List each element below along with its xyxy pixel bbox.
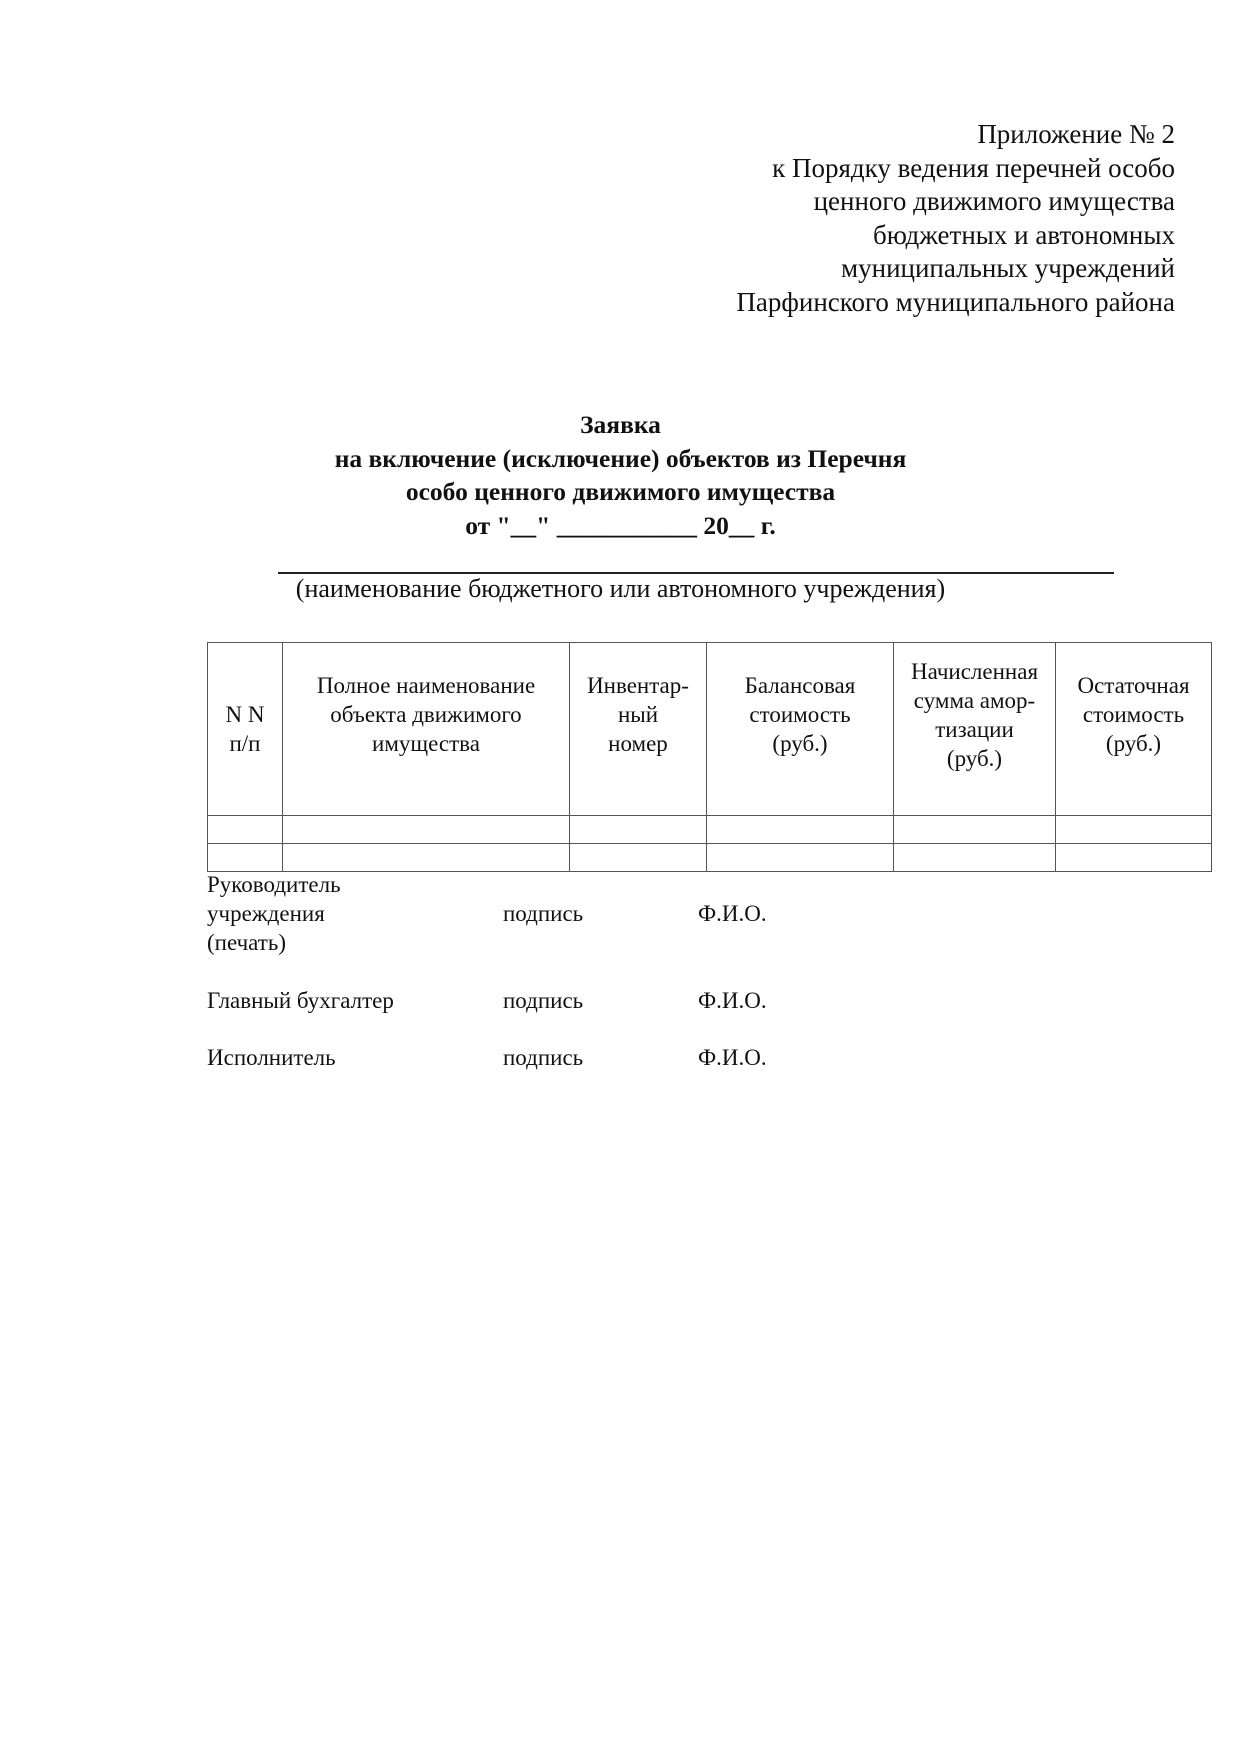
header-book-value: Балансовая стоимость (руб.) — [707, 643, 894, 816]
signature-role: Исполнитель — [207, 1045, 336, 1070]
title-line: на включение (исключение) объектов из Перечня — [334, 443, 907, 473]
appendix-line: бюджетных и автономных — [872, 219, 1175, 250]
table-cell[interactable] — [283, 844, 570, 872]
table-cell[interactable] — [894, 816, 1056, 844]
table-cell[interactable] — [1056, 844, 1212, 872]
appendix-line: муниципальных учреждений — [841, 253, 1175, 283]
table-row — [208, 816, 1212, 844]
document-title — [0, 408, 1241, 542]
table-cell[interactable] — [283, 816, 570, 844]
signature-field-label: подпись — [503, 988, 584, 1013]
signature-field-label: подпись — [503, 1045, 584, 1070]
table-cell[interactable] — [707, 844, 894, 872]
signature-role: Главный бухгалтер — [207, 988, 394, 1013]
title-date-line: от "__" ___________ 20__ г. — [465, 510, 776, 540]
institution-name-caption: (наименование бюджетного или автономного учреждения) — [295, 574, 946, 603]
header-residual-value: Остаточная стоимость (руб.) — [1056, 643, 1212, 816]
table-cell[interactable] — [208, 816, 283, 844]
table-cell[interactable] — [208, 844, 283, 872]
signature-role: Руководитель учреждения (печать) — [207, 872, 341, 955]
appendix-line: Приложение № 2 — [977, 119, 1175, 149]
table-cell[interactable] — [1056, 816, 1212, 844]
header-row-number: N N п/п — [208, 643, 283, 816]
table-header-row — [208, 643, 1212, 816]
header-object-name: Полное наименование объекта движимого имущества — [283, 643, 570, 816]
full-name-field-label: Ф.И.О. — [698, 1045, 767, 1070]
appendix-line: ценного движимого имущества — [813, 186, 1175, 216]
table-cell[interactable] — [570, 844, 707, 872]
full-name-field-label: Ф.И.О. — [698, 901, 767, 926]
header-depreciation: Начисленная сумма амор- тизации (руб.) — [894, 643, 1056, 816]
appendix-line: Парфинского муниципального района — [736, 286, 1175, 317]
table-cell[interactable] — [707, 816, 894, 844]
assets-table — [207, 642, 1212, 872]
appendix-header — [736, 118, 1175, 319]
table-cell[interactable] — [894, 844, 1056, 872]
header-inventory-number: Инвентар- ный номер — [570, 643, 707, 816]
table-cell[interactable] — [570, 816, 707, 844]
full-name-field-label: Ф.И.О. — [698, 988, 767, 1013]
appendix-line: к Порядку ведения перечней особо — [772, 152, 1175, 183]
title-line: особо ценного движимого имущества — [405, 477, 836, 506]
title-line: Заявка — [580, 410, 661, 439]
table-row — [208, 844, 1212, 872]
signature-field-label: подпись — [503, 901, 584, 926]
